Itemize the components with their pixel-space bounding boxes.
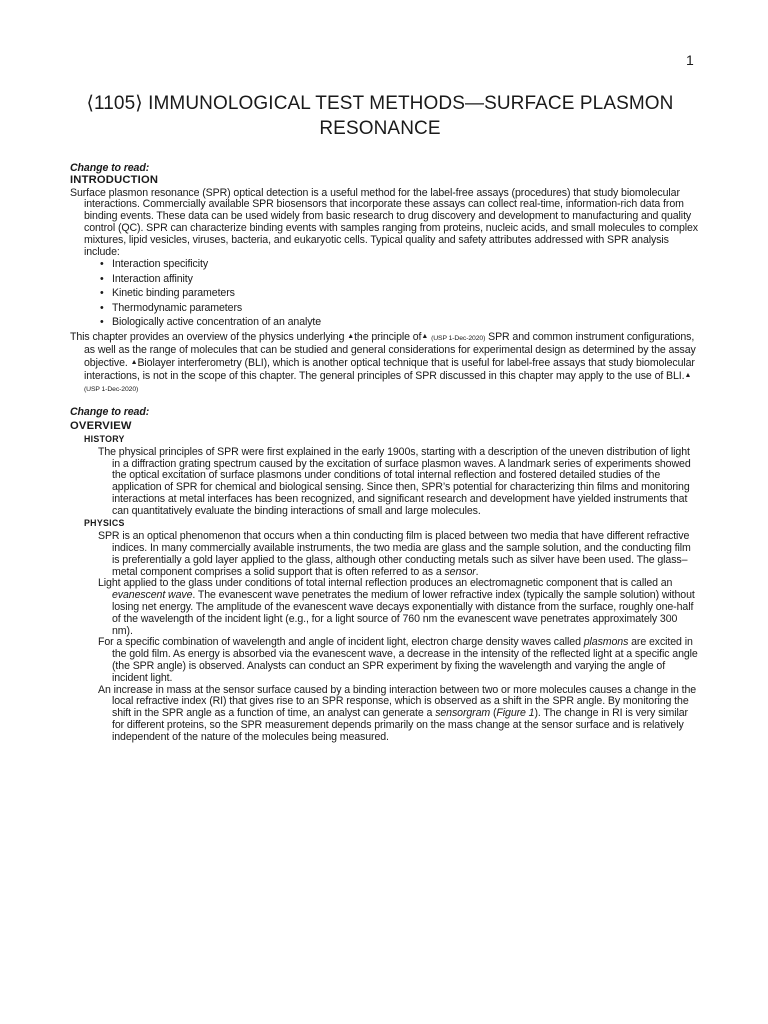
history-paragraph: The physical principles of SPR were first explained in the early 1900s, starting with a description of the uneven distribution of light in a diffraction grating spectrum caused by the excitation of surface plasmon waves. A landmark series of experiments showed the optical excitation of surface plasmons under conditions of total internal reflection and fostered detailed studies of the application of SPR for chemical and biological sensing. Since then, SPR’s potential for characterizing thin films and monitoring interactions at metal interfaces has been recognized, and significant research and development have yielded instruments that can quantitatively evaluate the binding interactions of small and large molecules.	[98, 445, 691, 517]
physics-paragraph	[70, 637, 700, 684]
usp-revision-tag: (USP 1-Dec-2020)	[84, 385, 139, 393]
physics-text: An increase in mass at the sensor surface caused by a binding interaction between two or more molecules causes a change in the local refractive index (RI) that gives rise to an SPR response, which is observed as a shift in the SPR angle. By monitoring the shift in the SPR angle as a function of time, an analyst can generate a	[98, 683, 697, 720]
physics-text: SPR is an optical phenomenon that occurs when a thin conducting film is placed between two media that have different refractive indices. In many commercially available instruments, the two media are glass and the sample solution, and the conducting film is preferentially a gold layer applied to the glass, although other conducting metals such as silver have been used. The glass–metal component comprises a solid support that is often referred to as a	[98, 530, 691, 578]
physics-text: ). The change in RI is very similar for different proteins, so the SPR measurement depends primarily on the mass change at the sensor surface and is relatively independent of the nature of the molecules being measured.	[112, 707, 688, 743]
list-item: • Interaction affinity	[100, 274, 700, 286]
change-to-read-label: Change to read:	[70, 162, 150, 174]
history-subheading: HISTORY	[84, 433, 125, 444]
page-number: 1	[686, 52, 694, 68]
physics-text: Light applied to the glass under conditions of total internal reflection produces an electromagnetic component that is called an	[98, 577, 673, 590]
revised-text: Biolayer interferometry (BLI), which is another optical technique that is useful for label-free assays that study biomolecular interactions, is not in the scope of this chapter. The general principles of SPR discussed in this chapter may apply to the use of BLI.	[84, 356, 695, 382]
revision-end-icon: ▲	[421, 333, 429, 341]
list-item: • Interaction specificity	[100, 259, 700, 271]
physics-paragraph	[70, 578, 700, 637]
change-to-read-label: Change to read:	[70, 406, 150, 419]
physics-paragraph	[70, 531, 700, 578]
scope-text: This chapter provides an overview of the physics underlying	[70, 331, 348, 344]
attributes-list	[70, 259, 700, 328]
physics-term: plasmons	[583, 636, 629, 649]
list-item: • Thermodynamic parameters	[100, 303, 700, 315]
physics-subheading: PHYSICS	[84, 518, 125, 529]
revision-end-icon: ▲	[684, 371, 692, 379]
physics-term: sensor	[444, 565, 476, 578]
introduction-paragraph: Surface plasmon resonance (SPR) optical detection is a useful method for the label-free assays (procedures) that study biomolecular interactions. Commercially available SPR biosensors that incorporate these assays can collect real-time, information-rich data from binding events. These data can be used widely from basic research to drug discovery and development to manufacturing and quality control (QC). SPR can characterize binding events with samples ranging from proteins, nucleic acids, and small molecules to complex mixtures, lipid vesicles, viruses, bacteria, and eukaryotic cells. Typical quality and safety attributes addressed with SPR analysis include:	[70, 186, 698, 258]
figure-reference: Figure 1	[496, 707, 535, 720]
physics-text: For a specific combination of wavelength and angle of incident light, electron charge density waves called	[98, 636, 584, 649]
usp-revision-tag: (USP 1-Dec-2020)	[431, 335, 486, 343]
physics-text: are excited in the gold film. As energy is absorbed via the evanescent wave, a decrease in the intensity of the reflected light at a specific angle (the SPR angle) is observed. Analysts can conduct an SPR experiment by fixing the wavelength and varying the angle of incident light.	[112, 636, 698, 684]
revised-text: the principle of	[354, 331, 422, 344]
revision-start-icon: ▲	[347, 333, 355, 341]
scope-text: SPR and common instrument configurations, as well as the range of molecules that can be studied and general considerations for experimental design as determined by the assay objective.	[84, 331, 696, 369]
page-title: ⟨1105⟩ IMMUNOLOGICAL TEST METHODS—SURFACE PLASMON RESONANCE	[86, 93, 674, 139]
scope-paragraph	[70, 331, 700, 395]
list-item: • Biologically active concentration of an analyte	[100, 317, 700, 329]
document-body	[70, 163, 700, 744]
physics-text: (	[490, 707, 497, 720]
physics-term: evanescent wave	[112, 589, 193, 602]
list-item: • Kinetic binding parameters	[100, 288, 700, 300]
revision-start-icon: ▲	[130, 358, 138, 366]
physics-text: . The evanescent wave penetrates the medium of lower refractive index (typically the sample solution) without losing net energy. The amplitude of the evanescent wave decays exponentially with distance from the surface, roughly one-half of the wavelength of the incident light (e.g., for a light source of 760 nm the evanescent wave penetrates approximately 300 nm).	[112, 589, 695, 637]
physics-term: sensorgram	[435, 707, 491, 720]
physics-text: .	[475, 565, 479, 578]
overview-heading: OVERVIEW	[70, 420, 132, 433]
introduction-heading: INTRODUCTION	[70, 173, 159, 186]
physics-paragraph	[70, 685, 700, 744]
